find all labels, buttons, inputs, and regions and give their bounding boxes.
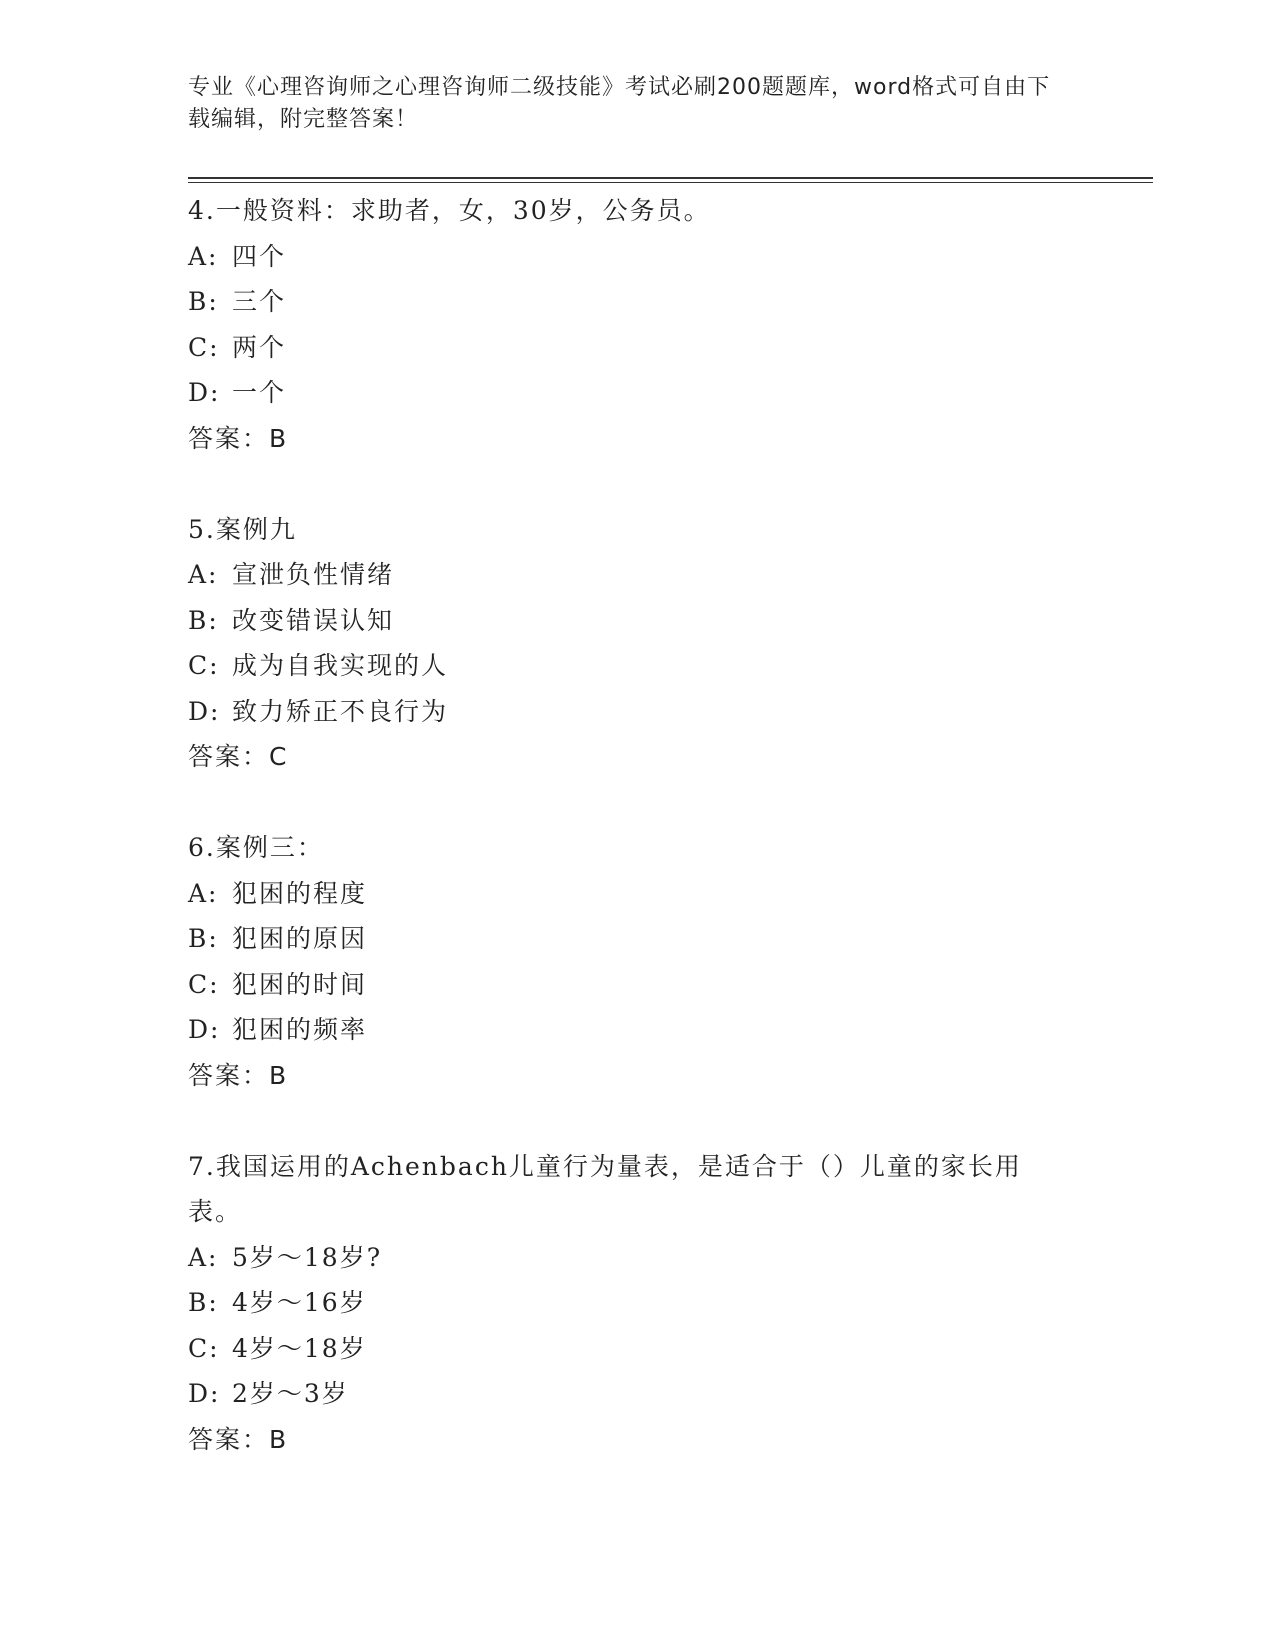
option-b [188, 279, 1068, 325]
question-stem: 5.案例九 [188, 514, 297, 544]
header-divider-thick [188, 177, 1153, 179]
option-text: 四个 [232, 241, 287, 271]
option-text: 犯困的时间 [232, 969, 368, 999]
option-d [188, 1007, 1068, 1053]
option-letter: B: [188, 287, 219, 316]
document-header: 专业《心理咨询师之心理咨询师二级技能》考试必刷200题题库，word格式可自由下载编辑，附完整答案！ [188, 75, 1051, 132]
option-text: 4岁～18岁 [232, 1333, 367, 1363]
option-letter: A: [188, 560, 219, 589]
option-text: 犯困的原因 [232, 924, 368, 953]
option-d [188, 1371, 1068, 1417]
option-a [188, 871, 1068, 917]
option-d [188, 370, 1068, 416]
spacer [188, 780, 1068, 826]
question-stem: 6.案例三： [188, 833, 324, 862]
option-b [188, 1280, 1068, 1326]
option-text: 两个 [232, 332, 287, 362]
question-item [188, 1144, 1068, 1463]
option-text: 改变错误认知 [232, 605, 395, 635]
option-c [188, 325, 1068, 371]
option-text: 宣泄负性情绪 [232, 560, 395, 589]
option-letter: C: [188, 332, 220, 362]
option-letter: C: [188, 969, 220, 999]
option-c [188, 962, 1068, 1008]
option-text: 犯困的频率 [232, 1015, 368, 1044]
option-text: 犯困的程度 [232, 878, 368, 908]
option-letter: B: [188, 605, 219, 635]
option-letter: C: [188, 651, 220, 680]
option-text: 三个 [232, 287, 287, 316]
option-a [188, 552, 1068, 598]
option-text: 4岁～16岁 [232, 1288, 367, 1317]
option-text: 一个 [232, 378, 287, 407]
option-letter: D: [188, 378, 221, 407]
question-list [188, 188, 1068, 1462]
option-text: 5岁～18岁? [232, 1242, 383, 1272]
answer-line: 答案：C [188, 742, 289, 771]
option-c [188, 643, 1068, 689]
answer-line: 答案：B [188, 1424, 289, 1454]
option-b [188, 598, 1068, 644]
question-stem: 4.一般资料：求助者，女，30岁，公务员。 [188, 196, 711, 225]
option-letter: A: [188, 1242, 219, 1272]
option-letter: A: [188, 878, 219, 908]
option-letter: D: [188, 696, 221, 726]
spacer [188, 1098, 1068, 1144]
option-letter: B: [188, 1288, 219, 1317]
option-a [188, 1235, 1068, 1281]
question-item [188, 825, 1068, 1098]
option-c [188, 1326, 1068, 1372]
option-b [188, 916, 1068, 962]
option-a [188, 234, 1068, 280]
question-item [188, 507, 1068, 780]
option-letter: A: [188, 241, 219, 271]
option-letter: D: [188, 1379, 221, 1408]
spacer [188, 461, 1068, 507]
answer-line: 答案：B [188, 1060, 289, 1090]
option-text: 2岁～3岁 [232, 1379, 349, 1408]
option-letter: B: [188, 924, 219, 953]
answer-line: 答案：B [188, 423, 289, 453]
header-divider-thin [188, 182, 1153, 183]
option-d [188, 689, 1068, 735]
question-item [188, 188, 1068, 461]
option-letter: D: [188, 1015, 221, 1044]
option-text: 成为自我实现的人 [232, 651, 449, 680]
question-stem: 7.我国运用的Achenbach儿童行为量表，是适合于（）儿童的家长用表。 [188, 1151, 1022, 1226]
option-text: 致力矫正不良行为 [232, 696, 449, 726]
option-letter: C: [188, 1333, 220, 1363]
